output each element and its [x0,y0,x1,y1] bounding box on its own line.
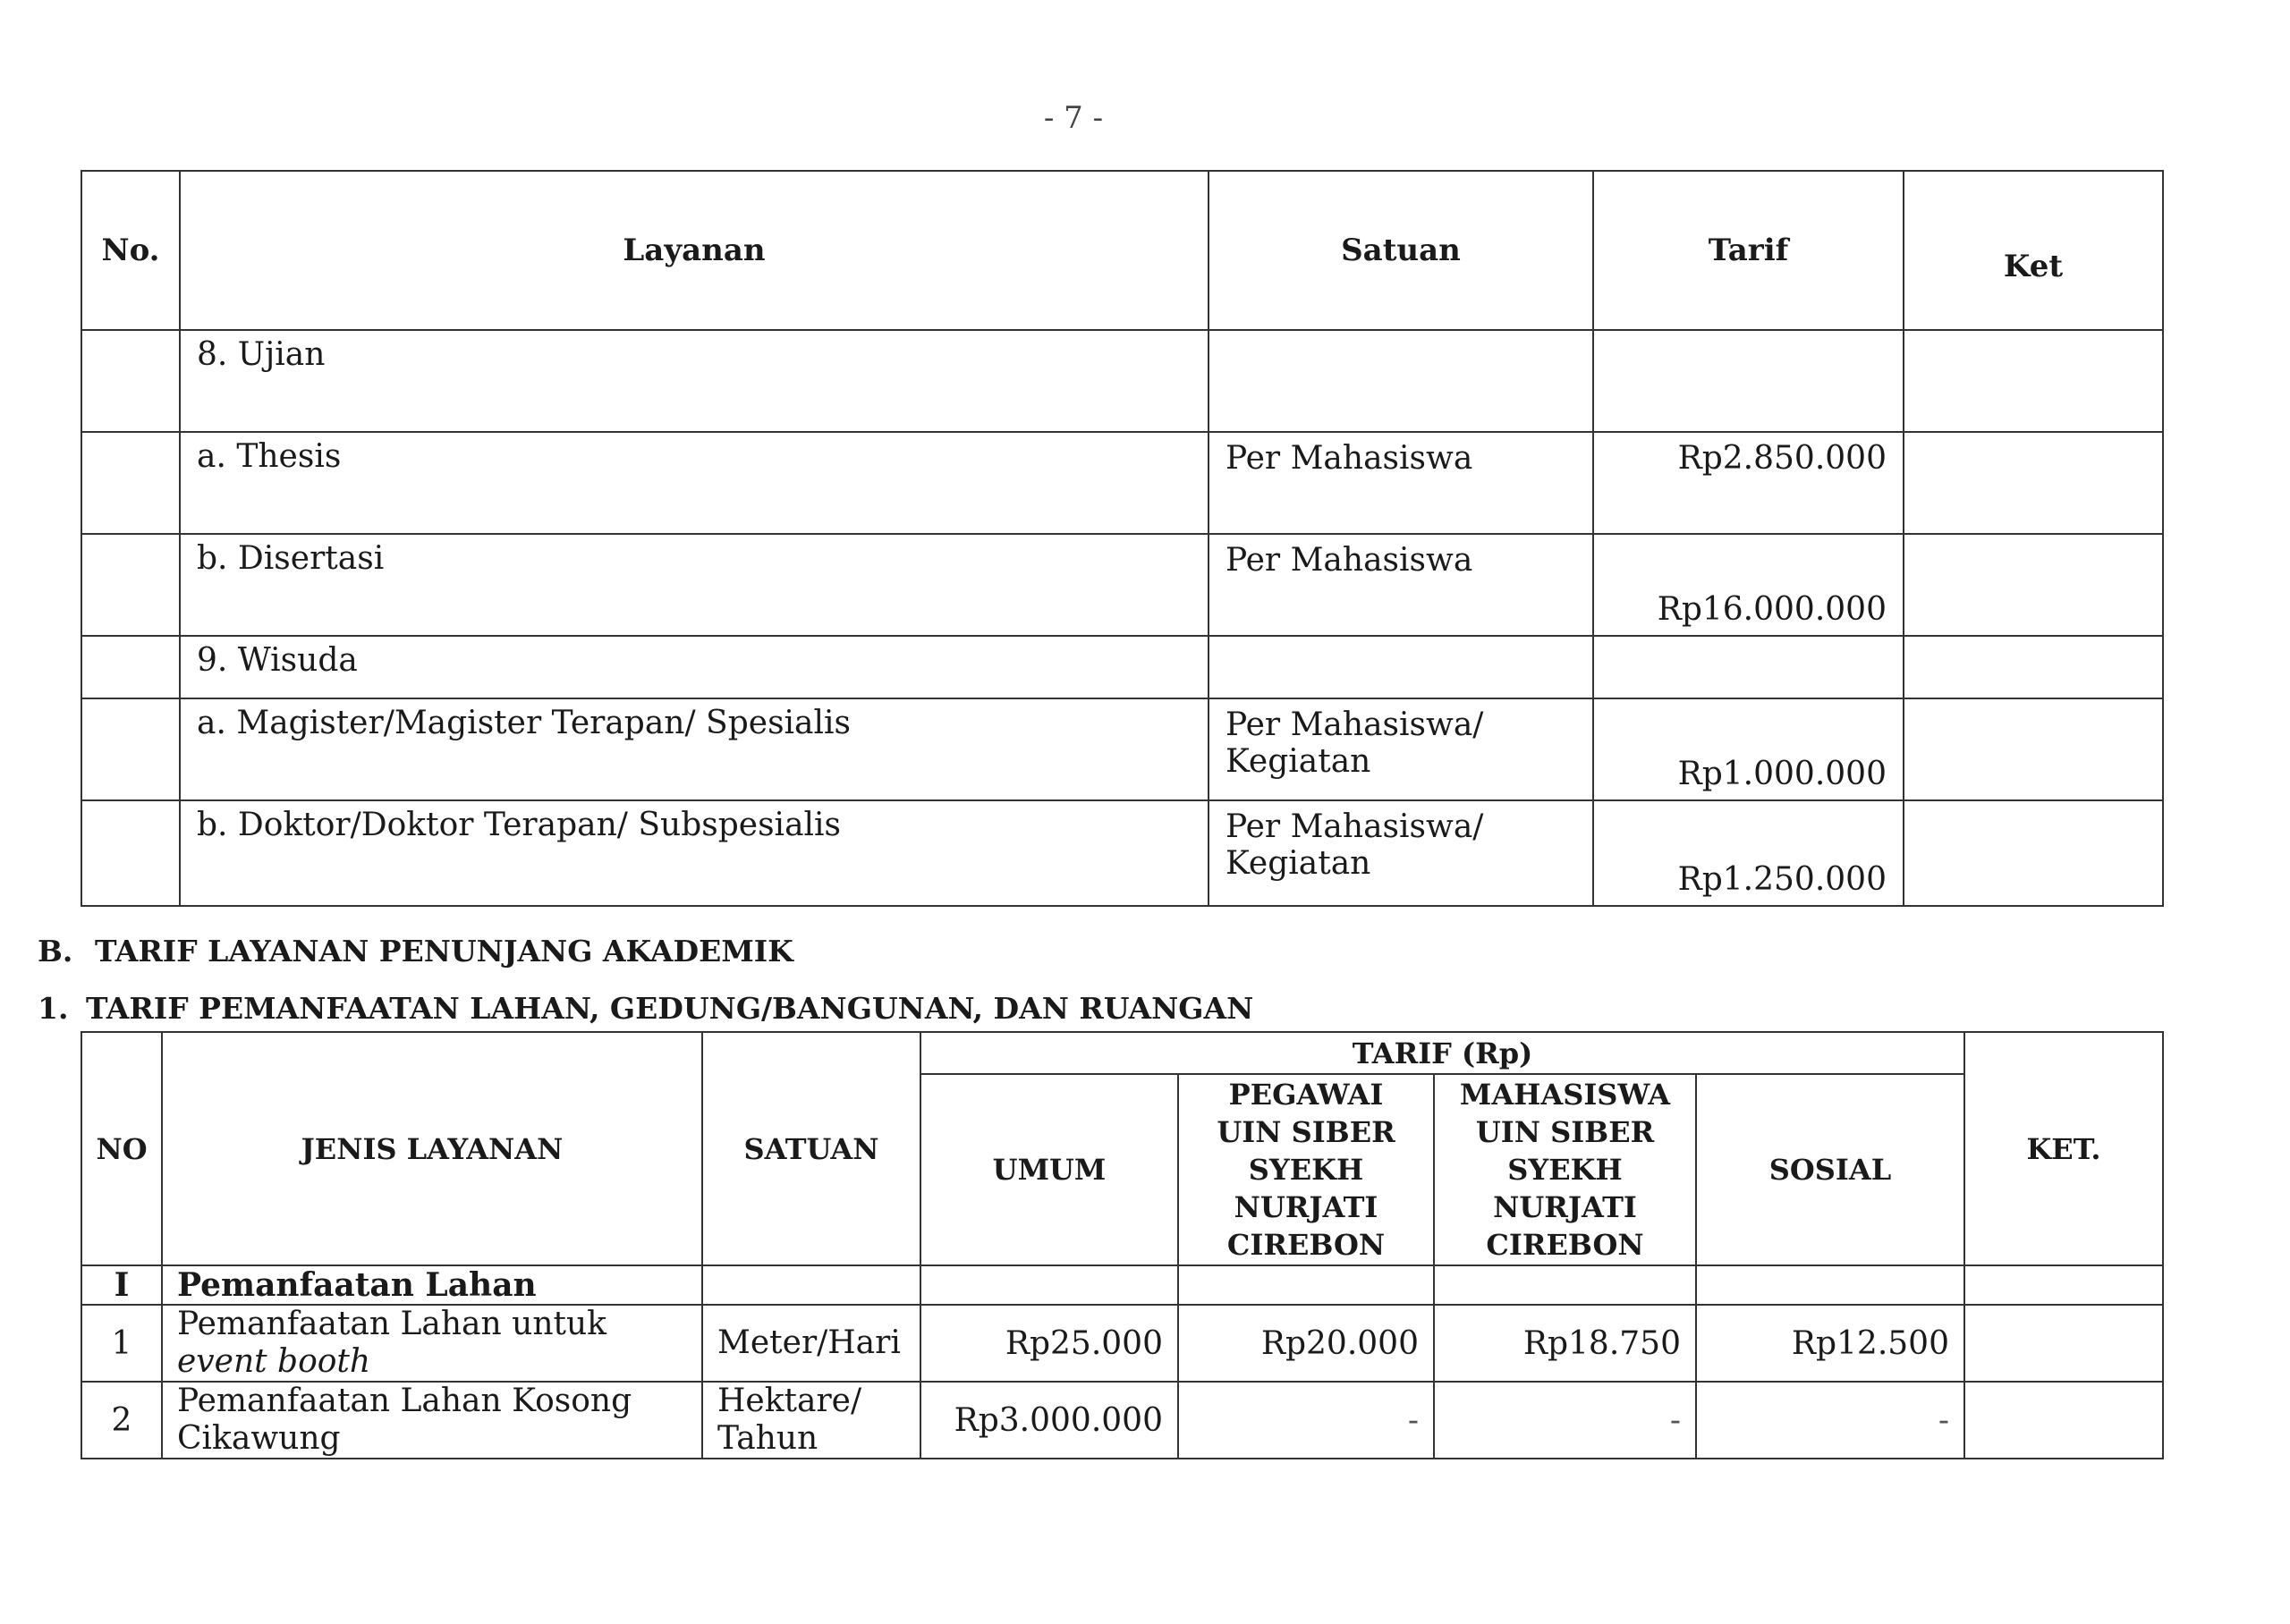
cell-ket [1904,534,2163,636]
header-line: SYEKH [1248,1153,1364,1187]
cell-ket [1964,1265,2163,1305]
cell-sosial: - [1696,1382,1964,1459]
cell-sosial: Rp12.500 [1696,1305,1964,1382]
cell-no [81,432,180,534]
header-layanan: Layanan [180,171,1209,330]
cell-pegawai [1178,1265,1434,1305]
cell-ket [1964,1305,2163,1382]
section-1-label: 1. [38,991,69,1026]
cell-no: 1 [81,1305,162,1382]
cell-satuan [1209,636,1593,698]
satuan-line: Tahun [717,1420,818,1457]
table-header-row [81,171,2163,330]
table-row [81,698,2163,800]
cell-no [81,330,180,432]
jenis-italic: event booth [177,1343,371,1380]
cell-layanan: 9. Wisuda [180,636,1209,698]
header-ket: KET. [1964,1032,2163,1265]
header-line: MAHASISWA [1459,1078,1671,1112]
cell-ket [1904,636,2163,698]
cell-satuan: Per Mahasiswa [1209,534,1593,636]
satuan-line: Kegiatan [1226,845,1371,882]
section-b-heading [38,934,793,968]
cell-no: I [81,1265,162,1305]
header-umum: UMUM [920,1074,1178,1265]
cell-umum: Rp3.000.000 [920,1382,1178,1459]
cell-pegawai: Rp20.000 [1178,1305,1434,1382]
jenis-line [177,1343,701,1381]
cell-ket [1904,698,2163,800]
cell-pegawai: - [1178,1382,1434,1459]
header-satuan: SATUAN [702,1032,920,1265]
header-mahasiswa [1434,1074,1696,1265]
cell-no [81,698,180,800]
cell-tarif: Rp1.250.000 [1593,800,1904,906]
cell-tarif [1593,330,1904,432]
cell-ket [1904,432,2163,534]
header-line: UIN SIBER [1475,1115,1655,1149]
section-row [81,1265,2163,1305]
cell-tarif: Rp1.000.000 [1593,698,1904,800]
jenis-line: Pemanfaatan Lahan Kosong [177,1383,632,1419]
cell-umum [920,1265,1178,1305]
cell-tarif [1593,636,1904,698]
jenis-line: Cikawung [177,1420,341,1457]
page-number: - 7 - [1043,100,1104,136]
cell-satuan [1209,800,1593,906]
header-line: CIREBON [1226,1228,1386,1262]
cell-satuan [1209,330,1593,432]
header-line: NURJATI [1493,1190,1637,1224]
cell-jenis-layanan: Pemanfaatan Lahan [162,1265,702,1305]
header-satuan: Satuan [1209,171,1593,330]
cell-layanan: a. Thesis [180,432,1209,534]
satuan-line: Per Mahasiswa/ [1226,706,1484,743]
header-no: No. [81,171,180,330]
cell-no [81,800,180,906]
table-header-row [81,1032,2163,1074]
section-1-heading [38,991,1253,1026]
cell-no: 2 [81,1382,162,1459]
cell-umum: Rp25.000 [920,1305,1178,1382]
section-1-title: TARIF PEMANFAATAN LAHAN, GEDUNG/BANGUNAN, DAN RUANGAN [86,991,1254,1026]
tarif-pemanfaatan-table [81,1031,2164,1459]
cell-satuan [702,1305,920,1382]
satuan-line: Kegiatan [1226,743,1371,780]
header-line: CIREBON [1486,1228,1644,1262]
cell-ket [1904,330,2163,432]
cell-no [81,534,180,636]
cell-layanan: b. Doktor/Doktor Terapan/ Subspesialis [180,800,1209,906]
table-row [81,1305,2163,1382]
cell-satuan: Per Mahasiswa [1209,432,1593,534]
cell-layanan: b. Disertasi [180,534,1209,636]
table-row [81,800,2163,906]
satuan-line: Meter/Hari [717,1324,901,1361]
jenis-line: Pemanfaatan Lahan untuk [177,1306,606,1342]
cell-mahasiswa: - [1434,1382,1696,1459]
cell-jenis-layanan [162,1382,702,1459]
tarif-layanan-table [81,170,2164,907]
cell-mahasiswa [1434,1265,1696,1305]
header-ket: Ket [1904,171,2163,330]
section-b-title: TARIF LAYANAN PENUNJANG AKADEMIK [95,934,793,968]
cell-satuan [702,1382,920,1459]
header-tarif: Tarif [1593,171,1904,330]
cell-sosial [1696,1265,1964,1305]
header-sosial: SOSIAL [1696,1074,1964,1265]
cell-ket [1964,1382,2163,1459]
header-line: SYEKH [1507,1153,1623,1187]
table-row [81,636,2163,698]
cell-no [81,636,180,698]
header-tarif: TARIF (Rp) [920,1032,1964,1074]
header-jenis-layanan: JENIS LAYANAN [162,1032,702,1265]
cell-jenis-layanan [162,1305,702,1382]
satuan-line: Hektare/ [717,1383,862,1419]
cell-satuan [702,1265,920,1305]
table-row [81,1382,2163,1459]
header-line: UIN SIBER [1217,1115,1395,1149]
cell-tarif: Rp2.850.000 [1593,432,1904,534]
cell-mahasiswa: Rp18.750 [1434,1305,1696,1382]
cell-tarif: Rp16.000.000 [1593,534,1904,636]
header-line: NURJATI [1234,1190,1378,1224]
section-b-label: B. [38,934,73,968]
header-no: NO [81,1032,162,1265]
cell-satuan [1209,698,1593,800]
cell-ket [1904,800,2163,906]
table-row [81,534,2163,636]
cell-layanan: 8. Ujian [180,330,1209,432]
header-line: PEGAWAI [1228,1078,1384,1112]
table-row [81,330,2163,432]
satuan-line: Per Mahasiswa/ [1226,808,1484,845]
table-row [81,432,2163,534]
cell-layanan: a. Magister/Magister Terapan/ Spesialis [180,698,1209,800]
header-pegawai [1178,1074,1434,1265]
